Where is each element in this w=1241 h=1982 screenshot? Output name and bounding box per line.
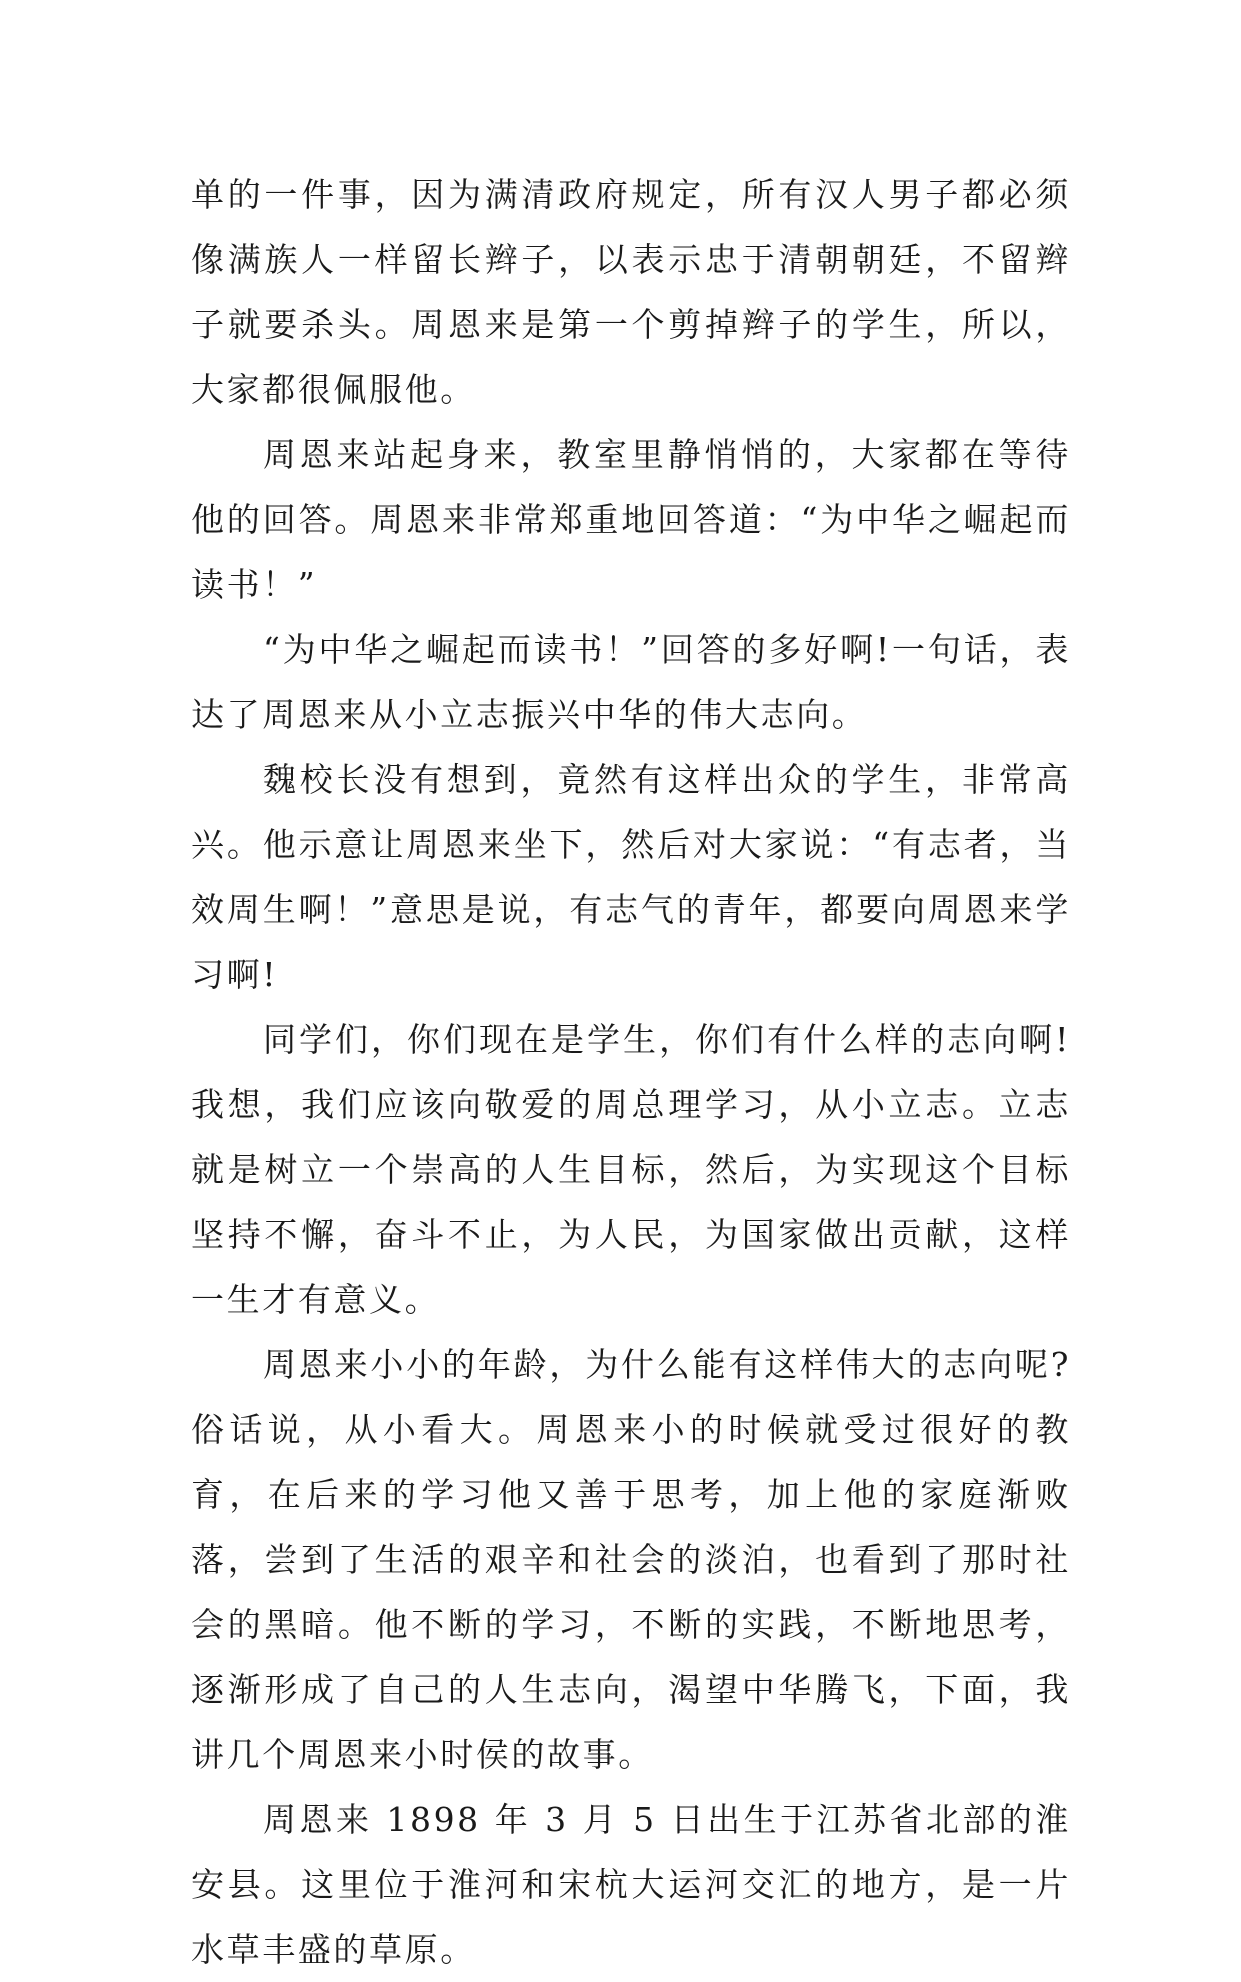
paragraph-5: 同学们，你们现在是学生，你们有什么样的志向啊!我想，我们应该向敬爱的周总理学习，从小立志。立志就是树立一个崇高的人生目标，然后，为实现这个目标坚持不懈，奋斗不止，为人民，为国家做出贡献，这样一生才有意义。 xyxy=(191,1020,1071,1319)
paragraph-4: 魏校长没有想到，竟然有这样出众的学生，非常高兴。他示意让周恩来坐下，然后对大家说：“有志者，当效周生啊！”意思是说，有志气的青年，都要向周恩来学习啊! xyxy=(191,760,1071,994)
paragraph-2: 周恩来站起身来，教室里静悄悄的，大家都在等待他的回答。周恩来非常郑重地回答道：“为中华之崛起而读书！” xyxy=(191,435,1071,604)
paragraph-1: 单的一件事，因为满清政府规定，所有汉人男子都必须像满族人一样留长辫子，以表示忠于清朝朝廷，不留辫子就要杀头。周恩来是第一个剪掉辫子的学生，所以，大家都很佩服他。 xyxy=(191,175,1071,409)
document-body xyxy=(191,162,1071,1982)
paragraph-7: 周恩来 1898 年 3 月 5 日出生于江苏省北部的淮安县。这里位于淮河和宋杭大运河交汇的地方，是一片水草丰盛的草原。 xyxy=(191,1800,1071,1969)
paragraph-6: 周恩来小小的年龄，为什么能有这样伟大的志向呢?俗话说，从小看大。周恩来小的时候就受过很好的教育，在后来的学习他又善于思考，加上他的家庭渐败落，尝到了生活的艰辛和社会的淡泊，也看到了那时社会的黑暗。他不断的学习，不断的实践，不断地思考，逐渐形成了自己的人生志向，渴望中华腾飞，下面，我讲几个周恩来小时侯的故事。 xyxy=(191,1345,1071,1774)
paragraph-3: “为中华之崛起而读书！”回答的多好啊!一句话，表达了周恩来从小立志振兴中华的伟大志向。 xyxy=(191,630,1071,734)
